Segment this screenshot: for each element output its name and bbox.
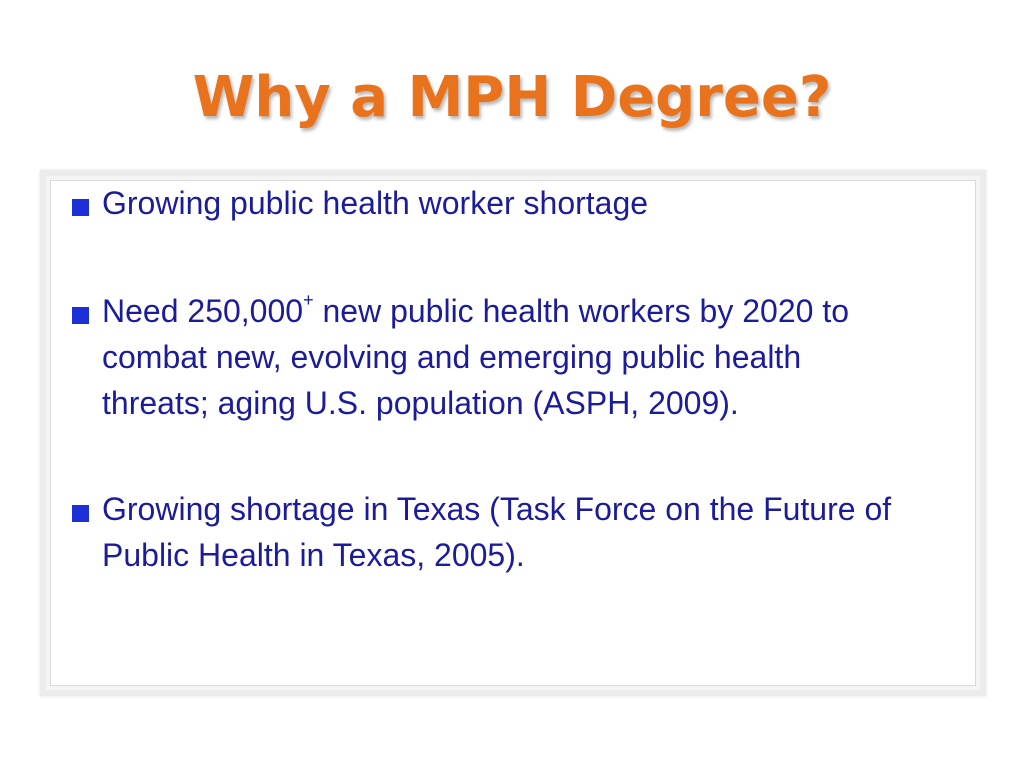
bullet-item	[72, 486, 912, 578]
bullet-item	[72, 180, 912, 226]
bullet-text: Growing shortage in Texas (Task Force on the Future of Public Health in Texas, 2005).	[102, 491, 892, 573]
bullet-text: Growing public health worker shortage	[102, 185, 649, 221]
superscript-plus: +	[303, 290, 314, 311]
square-bullet-icon	[72, 199, 89, 216]
square-bullet-icon	[72, 505, 89, 522]
bullet-list	[72, 180, 912, 578]
square-bullet-icon	[72, 307, 89, 324]
bullet-text-before-sup: Need 250,000	[102, 293, 304, 329]
bullet-text-after-sup: new public health workers by 2020 to combat new, evolving and emerging public health threats; aging U.S. population (ASPH, 2009).	[102, 293, 849, 421]
bullet-item	[72, 288, 912, 426]
slide-title: Why a MPH Degree?	[192, 65, 832, 130]
